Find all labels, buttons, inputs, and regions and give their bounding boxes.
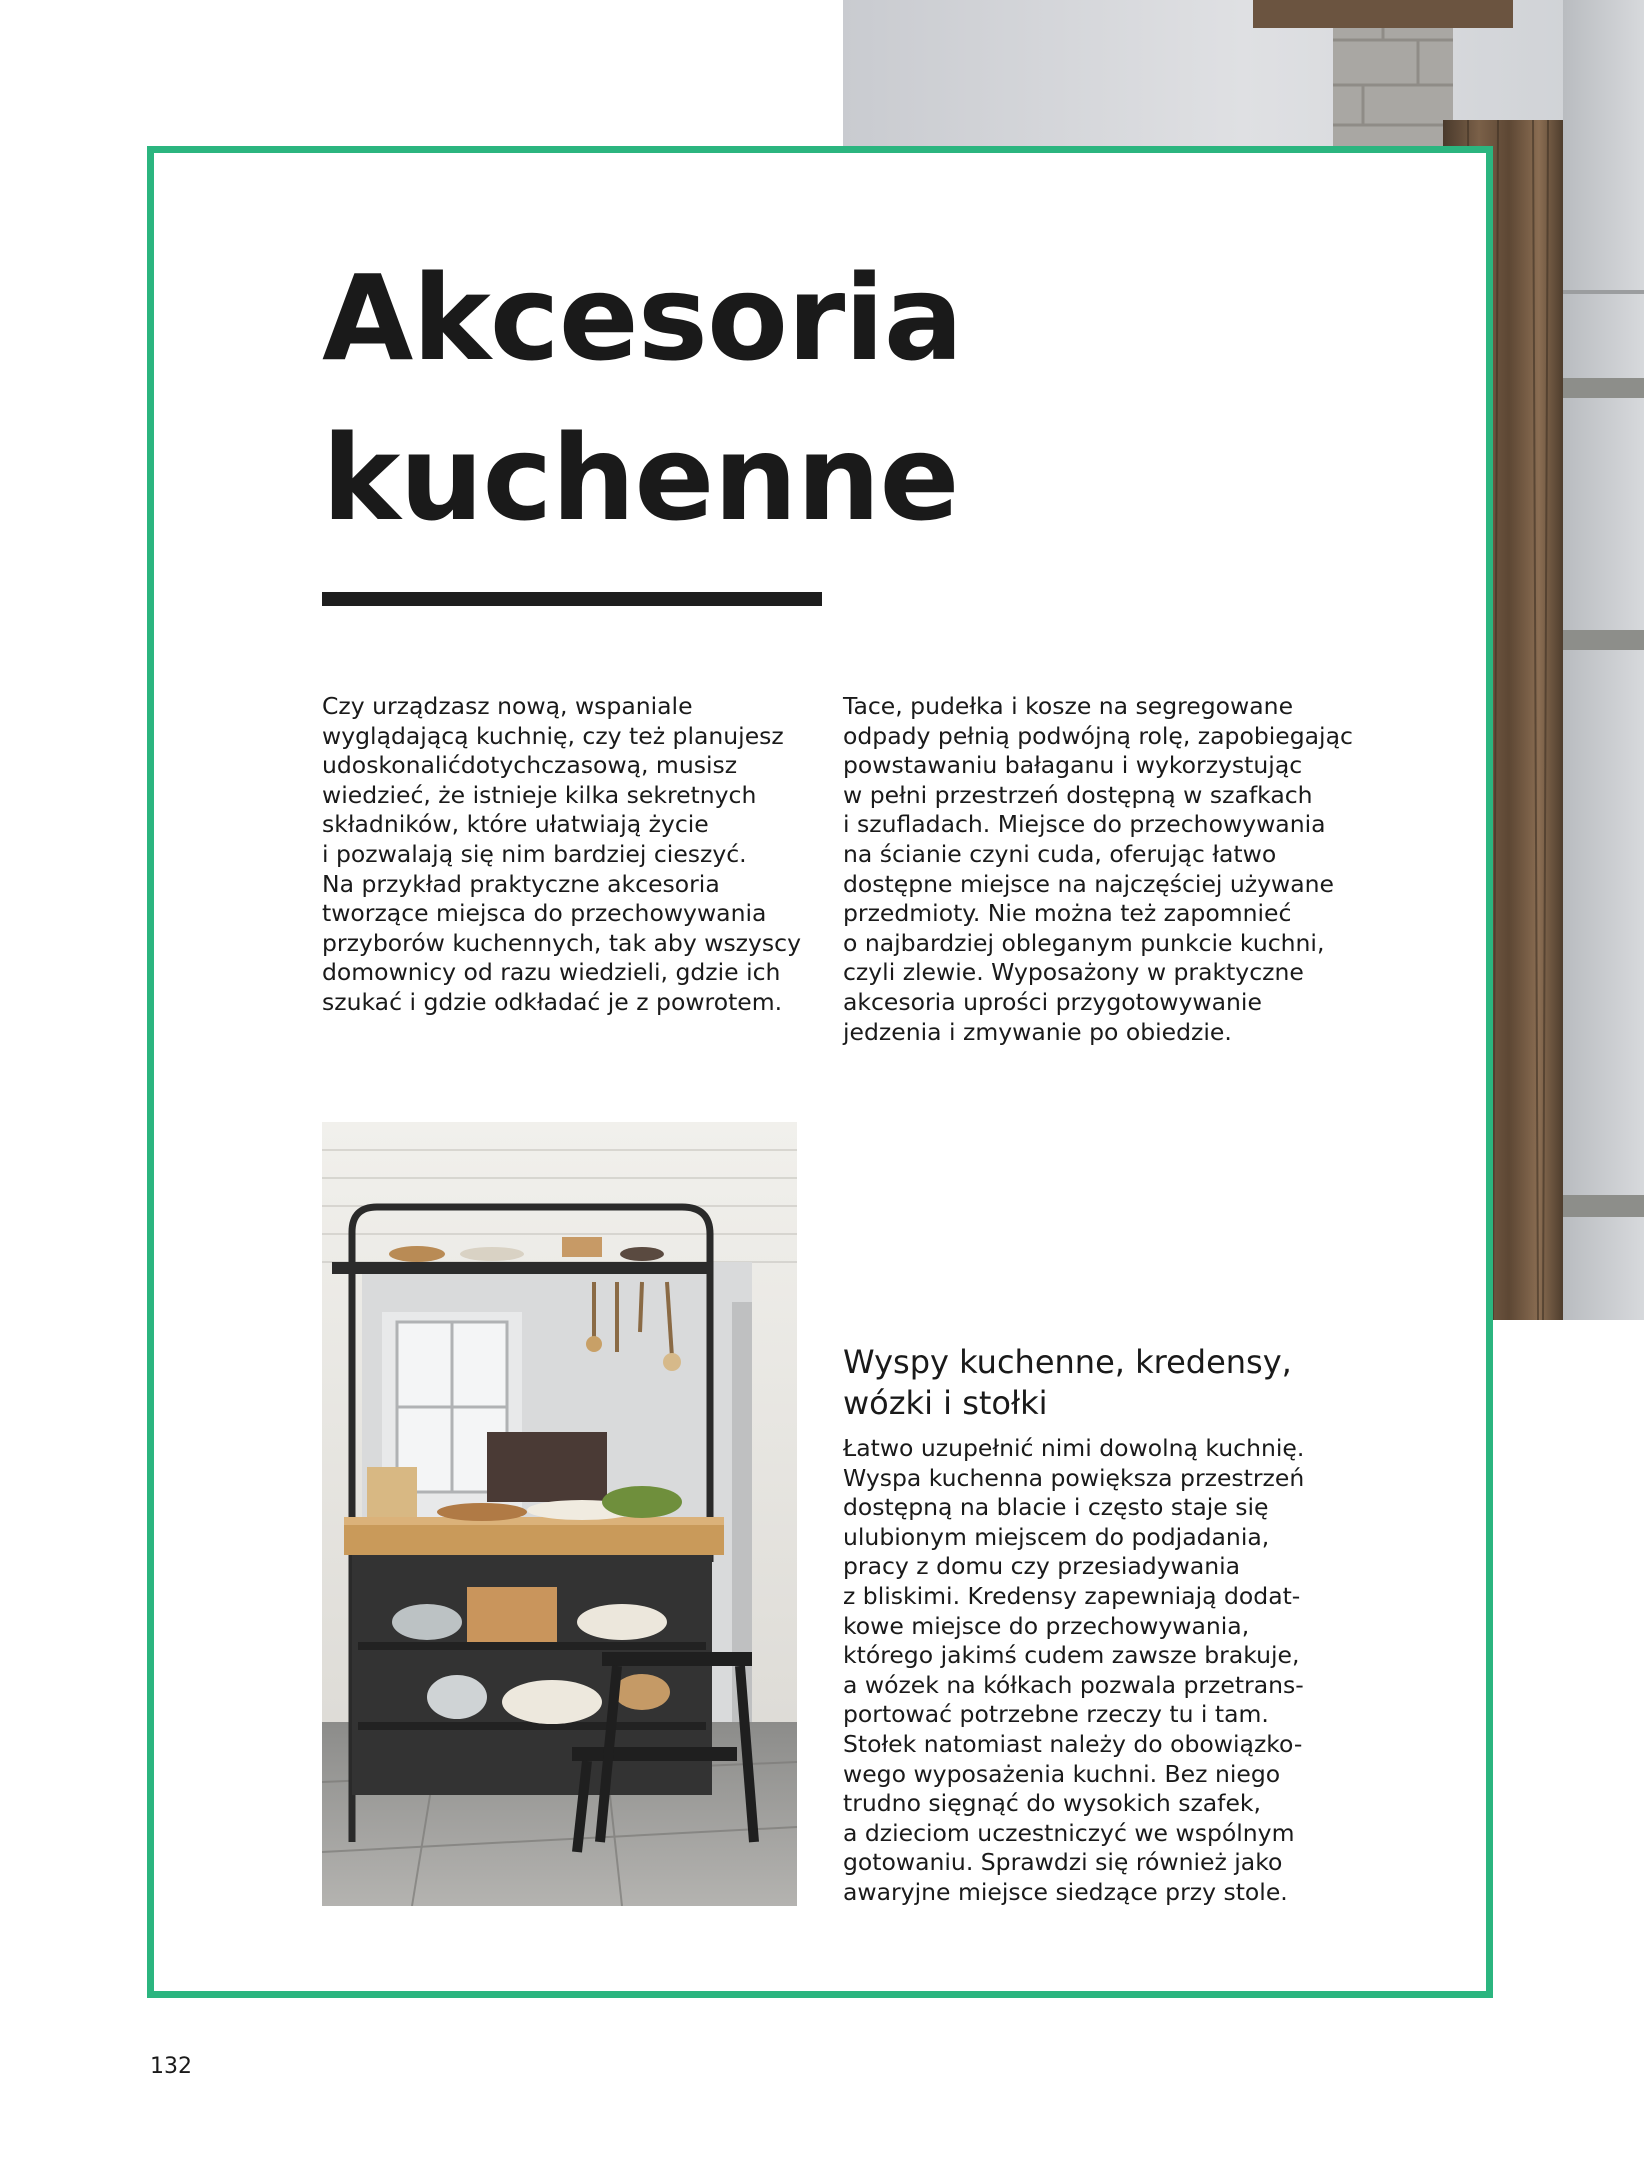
section-heading: Wyspy kuchenne, kredensy, wózki i stołki <box>843 1343 1292 1422</box>
intro-text-right: Tace, pudełka i kosze na segregowane odpady pełnią podwójną rolę, zapobiegając powstawaniu bałaganu i wykorzystując w pełni przestrzeń dostępną w szafkach i szufladach. Miejsce do przechowywania na ścianie czyni cuda, oferując łatwo dostępne miejsce na najczęściej używane przedmioty. Nie można też zapomnieć o najbardziej obleganym punkcie kuchni, czyli zlewie. Wyposażony w praktyczne akcesoria uprości przygotowywanie jedzenia i zmywanie po obiedzie. <box>843 692 1353 1046</box>
section-body-text: Łatwo uzupełnić nimi dowolną kuchnię. Wyspa kuchenna powiększa przestrzeń dostępną na blacie i często staje się ulubionym miejscem do podjadania, pracy z domu czy przesiadywania z bliskimi. Kredensy zapewniają dodat- kowe miejsce do przechowywania, którego jakimś cudem zawsze brakuje, a wózek na kółkach pozwala przetrans- portować potrzebne rzeczy tu i tam. Stołek natomiast należy do obowiązko- wego wyposażenia kuchni. Bez niego trudno sięgnąć do wysokich szafek, a dzieciom uczestniczyć we wspólnym gotowaniu. Sprawdzi się również jako awaryjne miejsce siedzące przy stole. <box>843 1434 1305 1906</box>
kitchen-island-photo <box>322 1122 797 1906</box>
page-title: Akcesoria kuchenne <box>322 249 963 547</box>
page-number: 132 <box>150 2054 192 2079</box>
title-underline <box>322 592 822 606</box>
intro-text-left: Czy urządzasz nową, wspaniale wyglądającą kuchnię, czy też planujesz udoskonalićdotychczasową, musisz wiedzieć, że istnieje kilka sekretnych składników, które ułatwiają życie i pozwalają się nim bardziej cieszyć. Na przykład praktyczne akcesoria tworzące miejsca do przechowywania przyborów kuchennych, tak aby wszyscy domownicy od razu wiedzieli, gdzie ich szukać i gdzie odkładać je z powrotem. <box>322 692 801 1016</box>
